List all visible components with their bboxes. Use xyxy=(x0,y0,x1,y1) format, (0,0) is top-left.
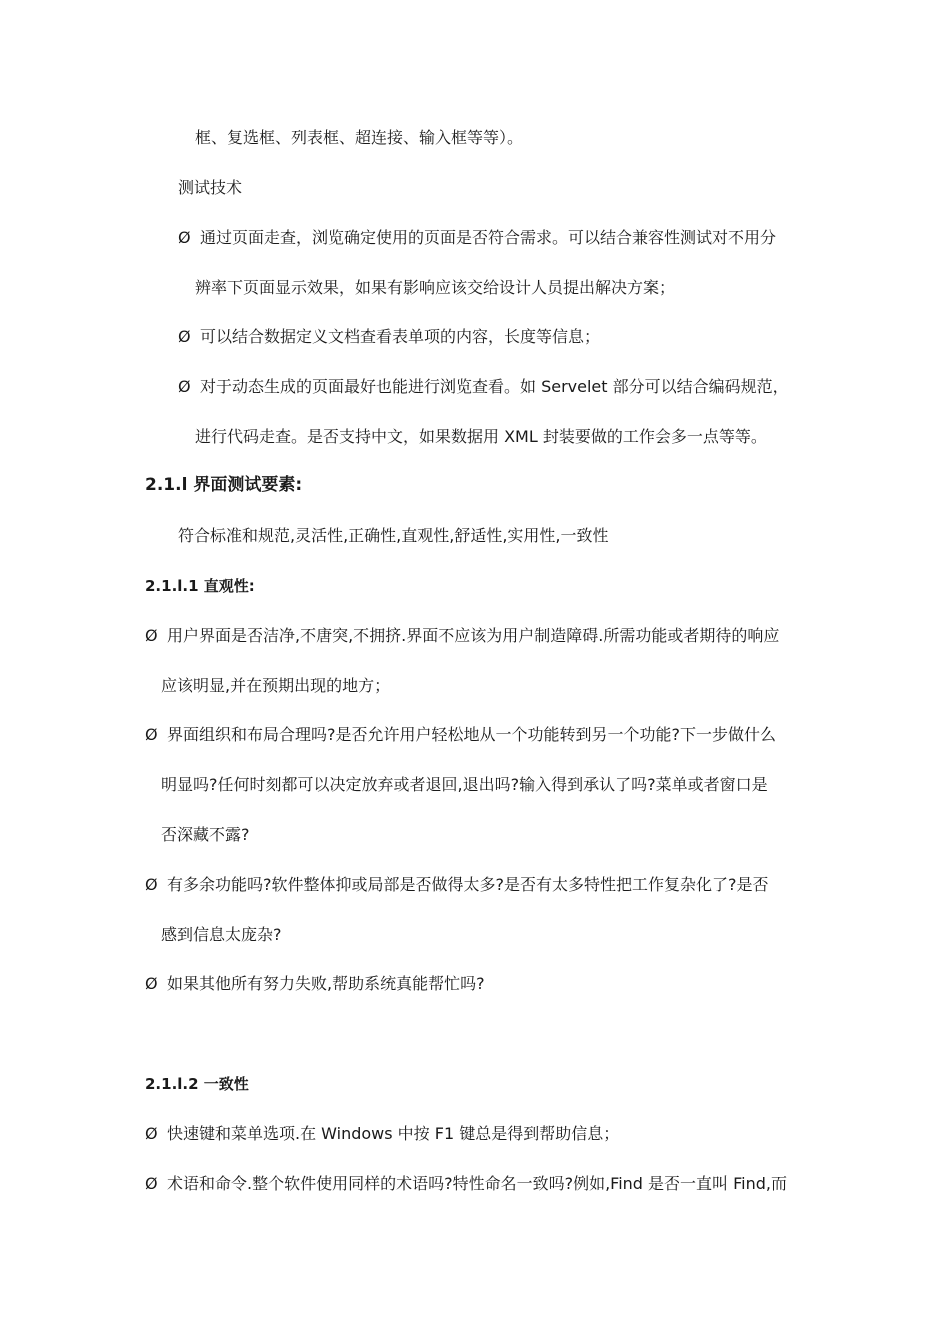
text-line: 否深藏不露? xyxy=(161,825,250,844)
bullet-marker: Ø xyxy=(145,974,158,993)
text-line: 感到信息太庞杂? xyxy=(161,925,282,944)
bullet-text: 界面组织和布局合理吗?是否允许用户轻松地从一个功能转到另一个功能?下一步做什么 xyxy=(167,725,776,744)
bullet-item xyxy=(178,227,776,249)
bullet-text: 有多余功能吗?软件整体抑或局部是否做得太多?是否有太多特性把工作复杂化了?是否 xyxy=(167,875,769,894)
bullet-marker: Ø xyxy=(178,228,191,247)
bullet-text: 用户界面是否洁净,不唐突,不拥挤.界面不应该为用户制造障碍.所需功能或者期待的响应 xyxy=(167,626,780,645)
text-line: 明显吗?任何时刻都可以决定放弃或者退回,退出吗?输入得到承认了吗?菜单或者窗口是 xyxy=(161,775,768,794)
text-line: 辨率下页面显示效果，如果有影响应该交给设计人员提出解决方案； xyxy=(195,278,676,297)
text-line: 符合标准和规范,灵活性,正确性,直观性,舒适性,实用性,一致性 xyxy=(178,526,609,545)
bullet-text: 对于动态生成的页面最好也能进行浏览查看。如 Servelet 部分可以结合编码规范， xyxy=(200,377,789,396)
bullet-marker: Ø xyxy=(178,377,191,396)
text-line: 测试技术 xyxy=(178,178,243,197)
bullet-text: 如果其他所有努力失败,帮助系统真能帮忙吗? xyxy=(167,974,485,993)
text-line: 应该明显,并在预期出现的地方； xyxy=(161,676,391,695)
subsection-heading: 2.1.l.1 直观性: xyxy=(145,577,255,595)
section-heading: 2.1.l 界面测试要素: xyxy=(145,475,303,495)
text-line: 框、复选框、列表框、超连接、输入框等等）。 xyxy=(195,128,524,147)
bullet-text: 通过页面走查，浏览确定使用的页面是否符合需求。可以结合兼容性测试对不用分 xyxy=(200,228,777,247)
bullet-item xyxy=(145,973,485,995)
bullet-marker: Ø xyxy=(145,875,158,894)
bullet-text: 可以结合数据定义文档查看表单项的内容，长度等信息； xyxy=(200,327,601,346)
subsection-heading: 2.1.l.2 一致性 xyxy=(145,1075,249,1093)
bullet-item xyxy=(178,376,789,398)
bullet-marker: Ø xyxy=(145,725,158,744)
bullet-item xyxy=(145,625,779,647)
bullet-item xyxy=(145,1173,787,1195)
bullet-marker: Ø xyxy=(178,327,191,346)
bullet-text: 快速键和菜单选项.在 Windows 中按 F1 键总是得到帮助信息； xyxy=(167,1124,620,1143)
bullet-item xyxy=(145,874,768,896)
bullet-marker: Ø xyxy=(145,1124,158,1143)
bullet-item xyxy=(145,1123,619,1145)
bullet-marker: Ø xyxy=(145,626,158,645)
bullet-text: 术语和命令.整个软件使用同样的术语吗?特性命名一致吗?例如,Find 是否一直叫 Find,而 xyxy=(167,1174,787,1193)
text-line: 进行代码走查。是否支持中文，如果数据用 XML 封装要做的工作会多一点等等。 xyxy=(195,427,767,446)
bullet-item xyxy=(145,724,776,746)
bullet-marker: Ø xyxy=(145,1174,158,1193)
bullet-item xyxy=(178,326,600,348)
